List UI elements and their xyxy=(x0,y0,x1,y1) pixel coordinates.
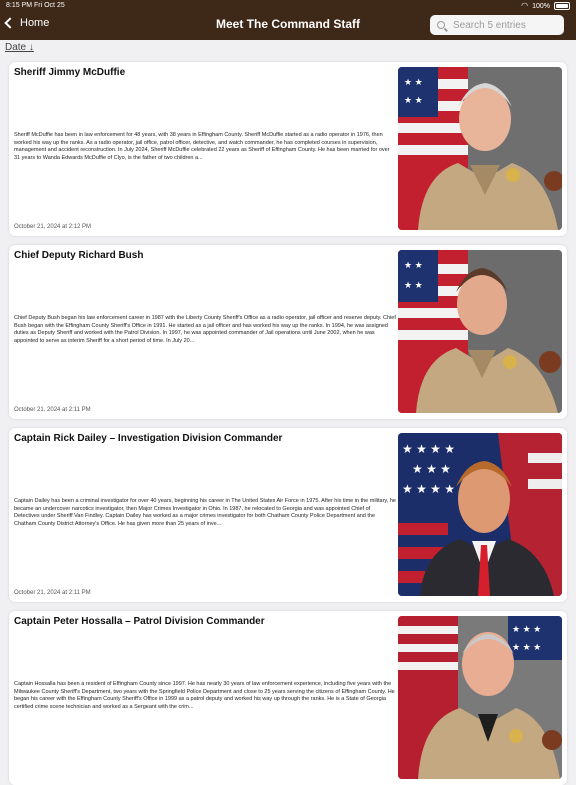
staff-name: Chief Deputy Richard Bush xyxy=(14,250,144,261)
svg-text:★ ★: ★ ★ xyxy=(404,280,423,290)
svg-text:★ ★: ★ ★ xyxy=(404,95,423,105)
staff-name: Sheriff Jimmy McDuffie xyxy=(14,67,126,78)
back-button-label: Home xyxy=(20,17,50,29)
battery-icon xyxy=(554,2,570,10)
page-title: Meet The Command Staff xyxy=(215,17,360,31)
staff-bio: Chief Deputy Bush began his law enforcement career in 1987 with the Liberty County Sheriff's Office as a radio operator, jail officer and reserve deputy. Chief Bush began with the Effingham County Sheriff's Office in 1991. He started as a jail officer and has worked his way up the ranks. In 1994, he was assigned duties as Deputy Sheriff and worked with the Patrol Division. In 1997, he was appointed commander of Jail operations until June 2002, when he was appointed to serve as interim Sheriff for a short period of time. In July 20... xyxy=(14,315,396,344)
staff-card[interactable] xyxy=(9,62,567,236)
status-time: 8:15 PM xyxy=(6,2,33,9)
status-bar xyxy=(0,0,576,12)
staff-name: Captain Peter Hossalla – Patrol Division Commander xyxy=(14,616,265,627)
staff-photo xyxy=(398,67,562,230)
staff-photo xyxy=(398,616,562,779)
staff-card[interactable] xyxy=(9,428,567,602)
staff-date: October 21, 2024 at 2:11 PM xyxy=(14,407,91,413)
battery-level xyxy=(556,4,568,8)
sort-by-date-button[interactable]: Date ↓ xyxy=(5,42,34,53)
search-icon xyxy=(437,21,445,29)
svg-text:★ ★ ★: ★ ★ ★ xyxy=(412,462,451,476)
staff-date: October 21, 2024 at 2:11 PM xyxy=(14,590,91,596)
search-field[interactable] xyxy=(430,15,564,35)
staff-bio: Captain Hossalla has been a resident of Effingham County since 1997. He has nearly 30 years of law enforcement experience, including five years with the Milwaukee County Sheriff's Department, two years with the Springfield Police Department and close to 25 years serving the citizens of Effingham County. He began his career with the Effingham County Sheriff's Office in 1999 as a patrol deputy and worked his way up through the ranks. He is a State of Georgia certified crime scene technician and worked as a Sergeant with the crim... xyxy=(14,681,395,710)
status-right xyxy=(521,2,570,10)
staff-photo xyxy=(398,433,562,596)
staff-card[interactable] xyxy=(9,611,567,785)
staff-card[interactable] xyxy=(9,245,567,419)
staff-photo xyxy=(398,250,562,413)
svg-text:★ ★: ★ ★ xyxy=(404,260,423,270)
wifi-icon: ◠ xyxy=(521,1,529,10)
search-input[interactable] xyxy=(451,19,555,32)
status-date: Fri Oct 25 xyxy=(34,2,65,9)
staff-name: Captain Rick Dailey – Investigation Division Commander xyxy=(14,433,283,444)
svg-text:★ ★ ★ ★: ★ ★ ★ ★ xyxy=(402,442,456,456)
navigation-bar xyxy=(0,0,576,40)
svg-text:★ ★ ★: ★ ★ ★ xyxy=(512,624,542,634)
svg-text:★ ★: ★ ★ xyxy=(404,77,423,87)
staff-date: October 21, 2024 at 2:12 PM xyxy=(14,224,92,230)
battery-percent: 100% xyxy=(532,2,550,10)
svg-text:★ ★ ★ ★: ★ ★ ★ ★ xyxy=(402,482,456,496)
staff-bio: Sheriff McDuffie has been in law enforcement for 48 years, with 38 years in Effingham County. Sheriff McDuffie started as a radio operator in 1976, then worked his way up the ranks. As a radio operator, jail office, patrol officer, detective, and watch commander, he has completed courses in supervision, management and accident reconstruction. In July 2024, Sheriff McDuffie celebrated 22 years as Sheriff of Effingham County. He has been married for over 31 years to Wanda Edwards McDuffie of Clyo, is the father of two children a... xyxy=(14,132,390,161)
staff-bio: Captain Dailey has been a criminal investigator for over 40 years, beginning his career in The United States Air Force in 1975. After his time in the military, he became an undercover narcotics investigator, then Major Crimes Investigator in Ohio. In 1987, he relocated to Georgia and was appointed Chief of Detectives under Sheriff Van Findley. Captain Dailey has worked as a major crimes investigator for both Chatham County Police Department and the Chatham County District Attorney's Office. He has given more than 25 years of inve... xyxy=(14,498,396,527)
svg-text:★ ★ ★: ★ ★ ★ xyxy=(512,642,542,652)
